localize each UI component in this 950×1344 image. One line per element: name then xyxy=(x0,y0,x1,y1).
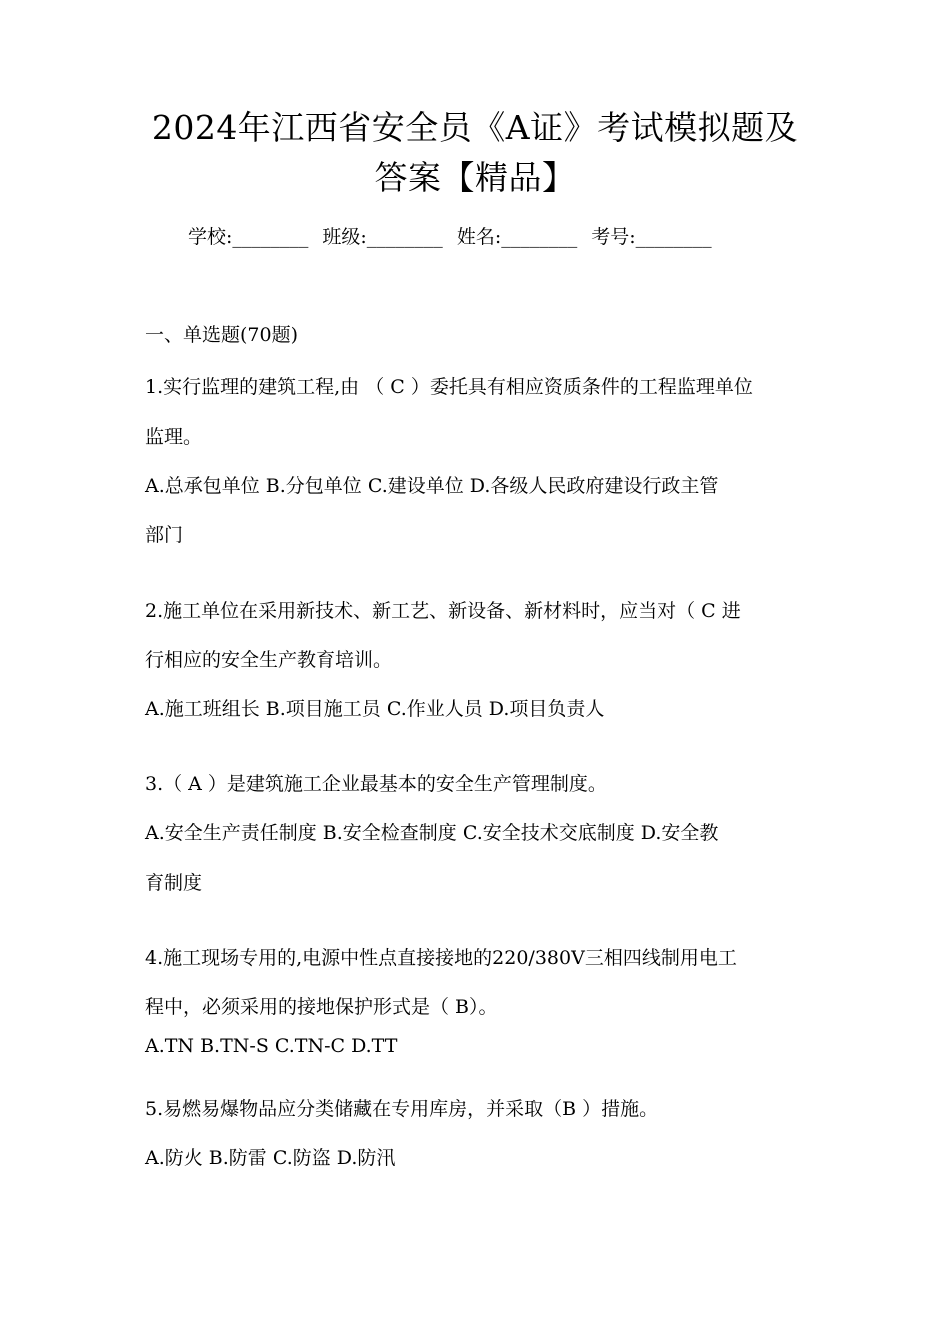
school-field: 学校:________ xyxy=(188,226,309,248)
question-5-stem-line-1: 5.易燃易爆物品应分类储藏在专用库房，并采取（B ）措施。 xyxy=(145,1098,659,1120)
question-2-options-line-1: A.施工班组长 B.项目施工员 C.作业人员 D.项目负责人 xyxy=(145,698,605,720)
question-1-stem-line-2: 监理。 xyxy=(145,426,203,448)
question-1-stem-line-1: 1.实行监理的建筑工程,由 （ C ）委托具有相应资质条件的工程监理单位 xyxy=(145,376,753,398)
question-4-options-line-1: A.TN B.TN-S C.TN-C D.TT xyxy=(145,1035,398,1057)
student-info-line xyxy=(188,222,712,252)
question-2-stem-line-1: 2.施工单位在采用新技术、新工艺、新设备、新材料时，应当对（ C 进 xyxy=(145,600,741,622)
class-field: 班级:________ xyxy=(322,226,443,248)
document-title-line-1: 2024年江西省安全员《A证》考试模拟题及 xyxy=(151,108,799,147)
question-3-options-line-2: 育制度 xyxy=(145,872,203,894)
exam-number-field: 考号:________ xyxy=(591,226,712,248)
question-4-stem-line-1: 4.施工现场专用的,电源中性点直接接地的220/380V三相四线制用电工 xyxy=(145,947,737,969)
document-title-line-2: 答案【精品】 xyxy=(374,158,576,197)
name-field: 姓名:________ xyxy=(456,226,578,248)
question-5-options-line-1: A.防火 B.防雷 C.防盗 D.防汛 xyxy=(145,1147,396,1169)
section-heading: 一、单选题(70题) xyxy=(145,324,299,346)
question-3-options-line-1: A.安全生产责任制度 B.安全检查制度 C.安全技术交底制度 D.安全教 xyxy=(145,822,719,844)
question-1-options-line-2: 部门 xyxy=(145,524,184,546)
question-4-stem-line-2: 程中，必须采用的接地保护形式是（ B）。 xyxy=(145,996,498,1018)
question-3-stem-line-1: 3.（ A ）是建筑施工企业最基本的安全生产管理制度。 xyxy=(145,773,607,795)
question-2-stem-line-2: 行相应的安全生产教育培训。 xyxy=(145,649,393,671)
question-1-options-line-1: A.总承包单位 B.分包单位 C.建设单位 D.各级人民政府建设行政主管 xyxy=(145,475,719,497)
